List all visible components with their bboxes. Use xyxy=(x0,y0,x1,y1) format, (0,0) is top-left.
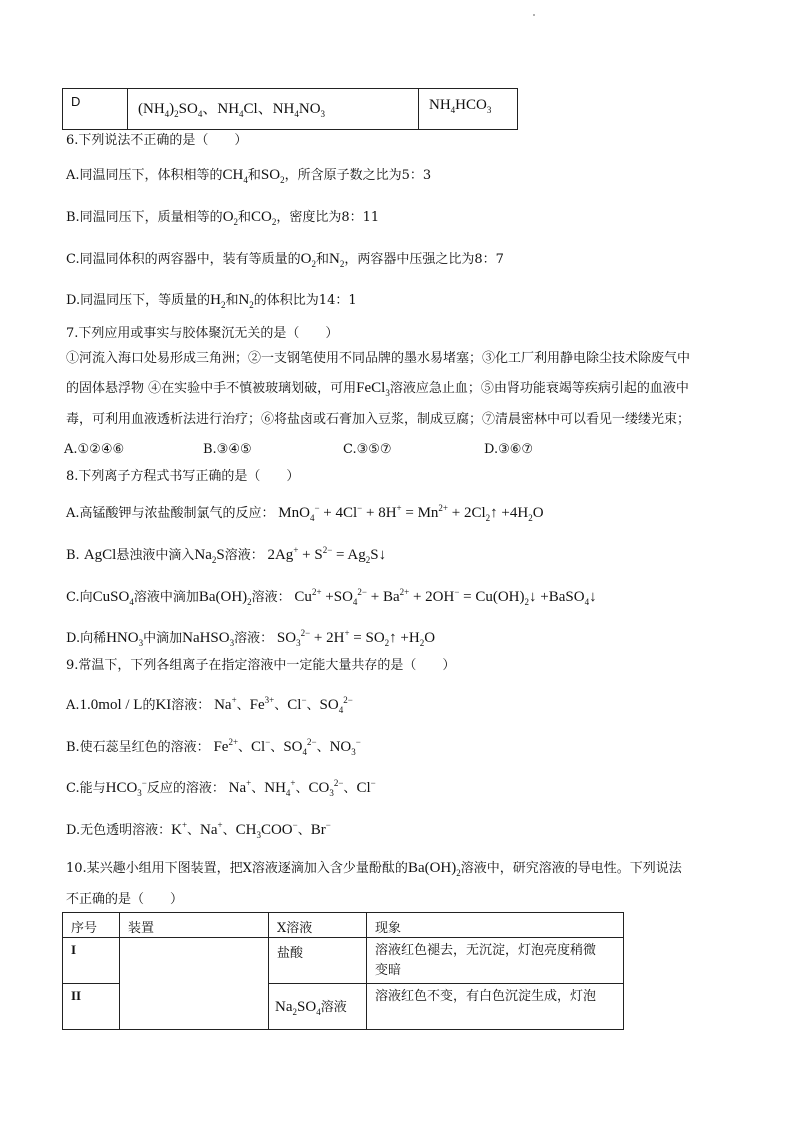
q10-row1-x: 盐酸 xyxy=(269,938,367,984)
q10-stem-line2: 不正确的是（ ） xyxy=(66,892,184,907)
q8-option-d: D.向稀$HNO_3$中滴加NaHSO$_3$溶液： $SO_3^{2-} + 2H^+$ = $SO_2↑ +H_2O$ xyxy=(66,628,436,648)
q10-row1-id: I xyxy=(63,938,120,984)
q10-row2-phenomenon-line1: 溶液红色不变，有白色沉淀生成，灯泡 xyxy=(375,989,597,1004)
q10-row2-x: $Na_2SO_4$溶液 xyxy=(269,984,367,1030)
q8-option-b: B. AgCl悬浊液中滴入$Na_2S$溶液： $2Ag^+ + S^{2-}$ = $Ag_2S↓$ xyxy=(66,545,387,565)
q6-option-a: A.同温同压下，体积相等的$CH_4$和$SO_2$，所含原子数之比为5：3 xyxy=(66,167,432,185)
q7-option-b: B.③④⑤ xyxy=(203,442,252,457)
q10-row2-phenomenon xyxy=(367,984,624,1030)
q8-option-a: A.高锰酸钾与浓盐酸制氯气的反应： $MnO_4^- + 4Cl^- + 8H^+ = Mn^{2+}$ + $2Cl_2↑ +4H_2O$ xyxy=(66,503,544,523)
q10-row1-phenomenon-line1: 溶液红色褪去，无沉淀，灯泡亮度稍微 xyxy=(375,943,597,958)
top-table xyxy=(62,88,518,130)
q7-option-d: D.③⑥⑦ xyxy=(484,442,534,457)
q6-option-c: C.同温同体积的两容器中，装有等质量的$O_2$和$N_2$，两容器中压强之比为8：7 xyxy=(66,251,504,269)
q7-line2: 的固体悬浮物 ④在实验中手不慎被玻璃划破，可用FeCl$_3$溶液应急止血；⑤由肾功能衰竭等疾病引起的血液中 xyxy=(66,380,689,398)
q6-stem: 6.下列说法不正确的是（ ） xyxy=(66,133,248,148)
q9-option-d: D.无色透明溶液：K+、Na+、$CH_3COO^-$、Br− xyxy=(66,820,331,840)
q8-option-c: C.向CuSO$_4$溶液中滴加$Ba(OH)_2$溶液： $Cu^{2+} +SO_4^{2-} + Ba^{2+} + 2OH^-$ = $Cu(OH)_2↓$ +BaSO$_4$↓ xyxy=(66,587,597,607)
q10-header-x: X溶液 xyxy=(269,913,367,938)
q9-stem: 9.常温下，下列各组离子在指定溶液中一定能大量共存的是（ ） xyxy=(66,658,456,673)
q10-table xyxy=(62,912,624,1030)
scan-dot xyxy=(533,14,535,16)
q8-stem: 8.下列离子方程式书写正确的是（ ） xyxy=(66,469,300,484)
q9-option-b: B.使石蕊呈红色的溶液： $Fe^{2+}$、Cl−、$SO_4^{2-}$、$NO_3^-$ xyxy=(66,737,361,757)
q10-row2-id: II xyxy=(63,984,120,1030)
q10-device-cell xyxy=(120,938,269,1030)
top-table-col2: $(NH_4)_2SO_4$、$NH_4Cl$、$NH_4NO_3$ xyxy=(128,89,419,130)
top-table-row-label: D xyxy=(63,89,128,130)
q7-line1: ①河流入海口处易形成三角洲；②一支钢笔使用不同品牌的墨水易堵塞；③化工厂利用静电除尘技术除废气中 xyxy=(66,351,691,366)
q10-row1-phenomenon xyxy=(367,938,624,984)
top-table-col3: $NH_4HCO_3$ xyxy=(419,89,518,130)
q7-option-a: A.①②④⑥ xyxy=(64,442,125,457)
q10-header-id: 序号 xyxy=(63,913,120,938)
q6-option-b: B.同温同压下，质量相等的$O_2$和$CO_2$，密度比为8：11 xyxy=(66,209,380,227)
q10-header-device: 装置 xyxy=(120,913,269,938)
q10-header-phenomenon: 现象 xyxy=(367,913,624,938)
q9-option-a: A.1.0mol / L的KI溶液： Na+、$Fe^{3+}$、Cl−、$SO_4^{2-}$ xyxy=(66,695,353,715)
q7-option-c: C.③⑤⑦ xyxy=(343,442,392,457)
q10-stem-line1: 10.某兴趣小组用下图装置，把X溶液逐滴加入含少量酚酞的$Ba(OH)_2$溶液中，研究溶液的导电性。下列说法 xyxy=(66,860,682,878)
q6-option-d: D.同温同压下，等质量的$H_2$和$N_2$的体积比为14：1 xyxy=(66,292,357,310)
q9-option-c: C.能与$HCO_3^-$反应的溶液： Na+、$NH_4^+$、$CO_3^{2-}$、Cl− xyxy=(66,778,376,798)
q7-stem: 7.下列应用或事实与胶体聚沉无关的是（ ） xyxy=(66,326,339,341)
q7-line3: 毒，可利用血液透析法进行治疗；⑥将盐卤或石膏加入豆浆，制成豆腐；⑦清晨密林中可以看见一缕缕光束； xyxy=(66,412,691,427)
q10-row1-phenomenon-line2: 变暗 xyxy=(375,963,402,978)
